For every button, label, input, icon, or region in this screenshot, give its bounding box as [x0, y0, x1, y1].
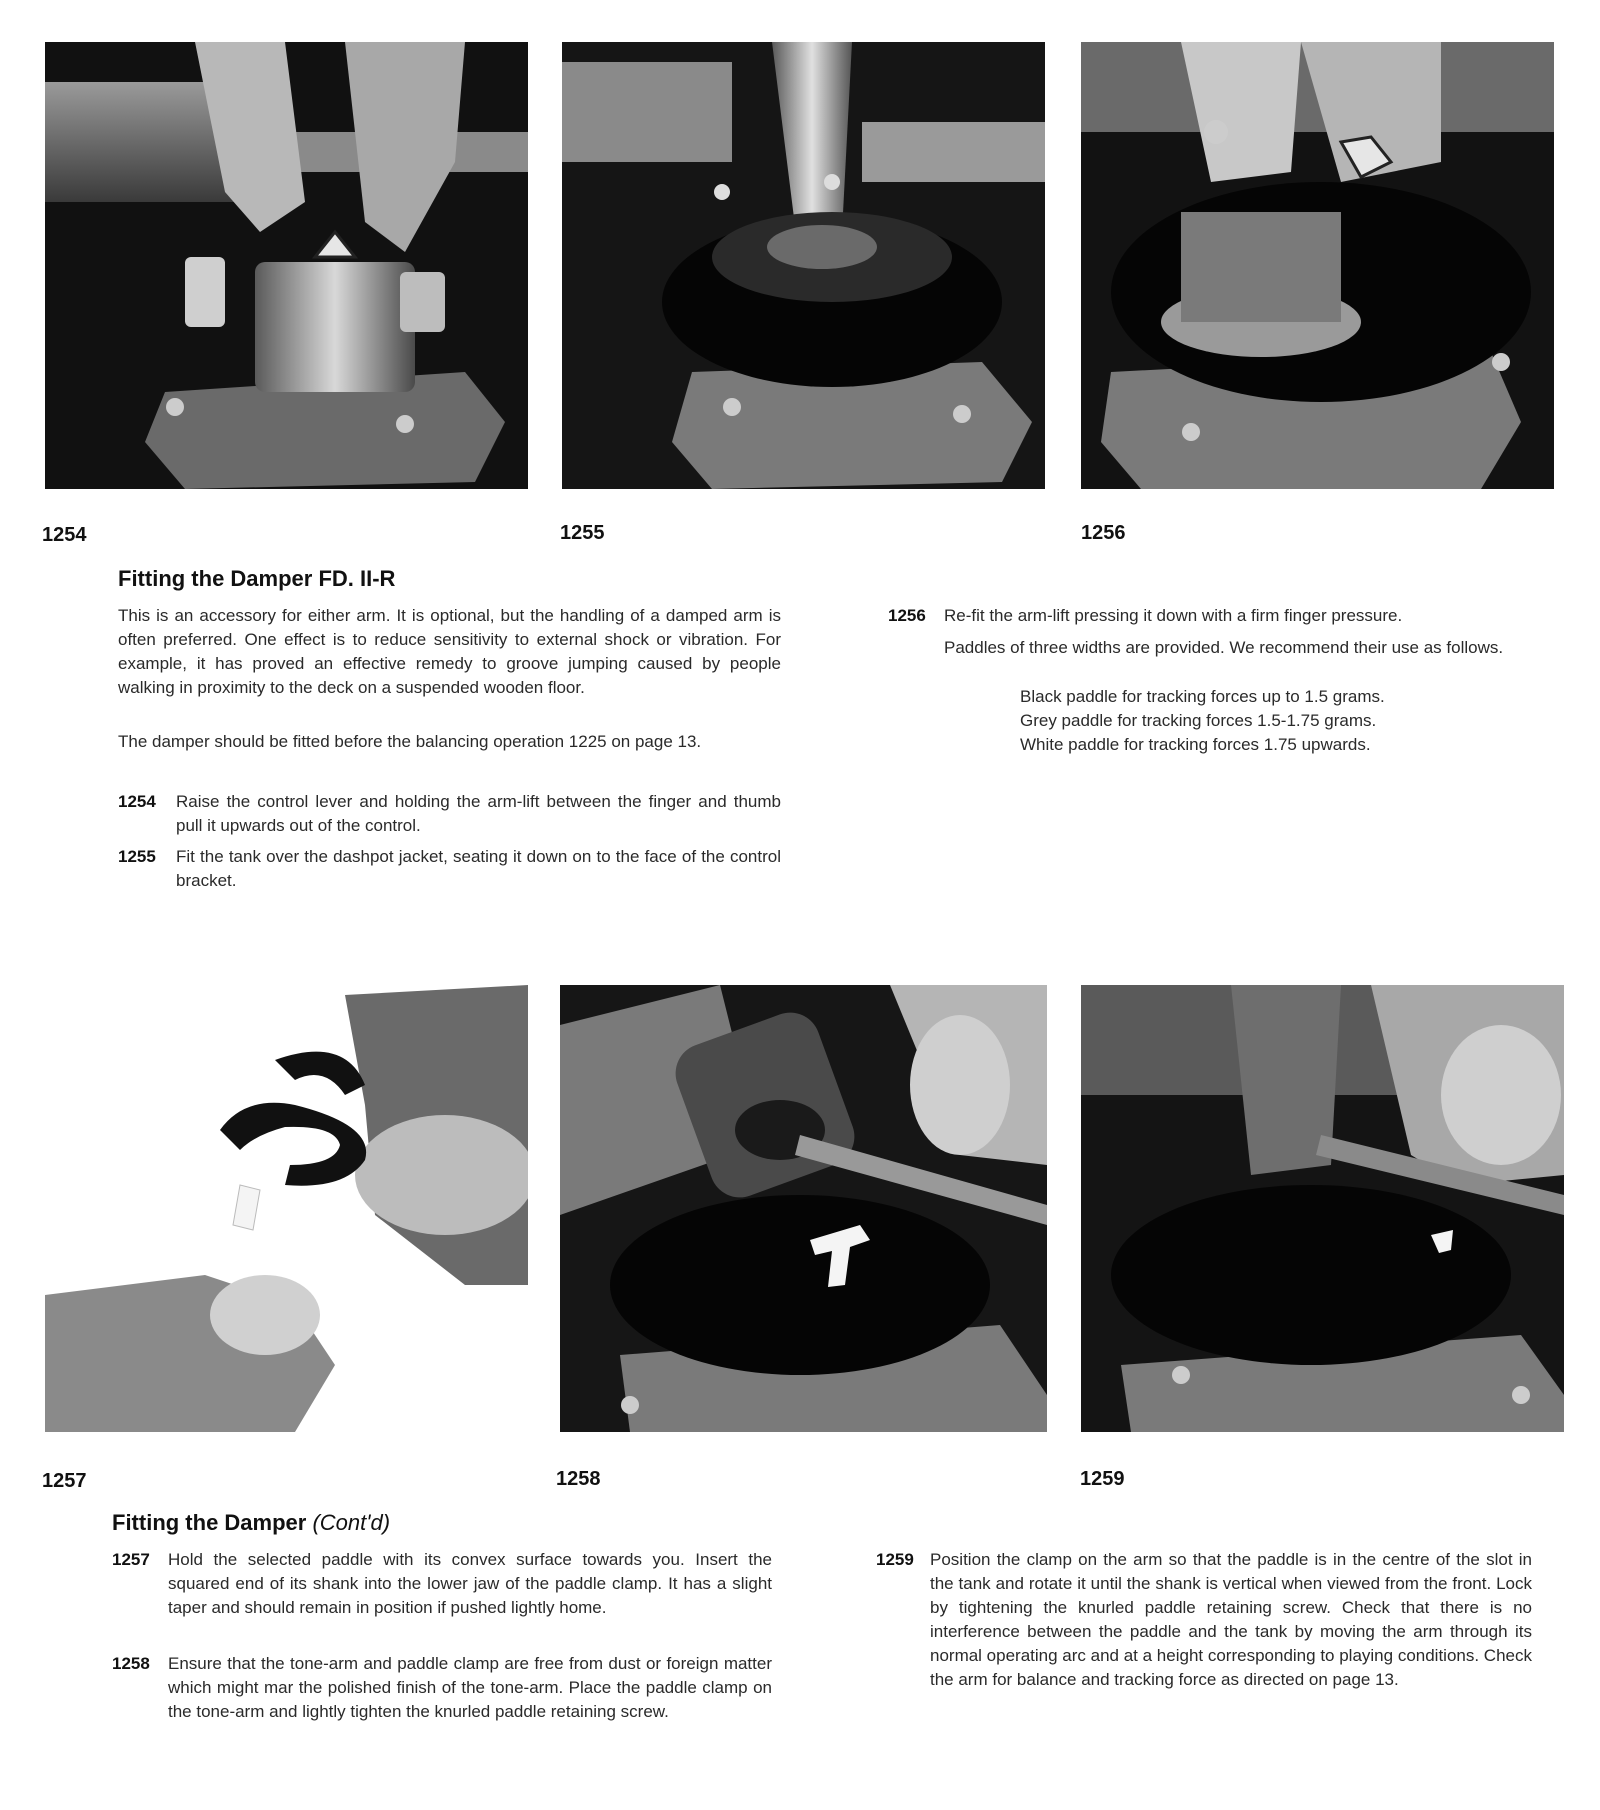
- photo-1259-position-clamp: [1081, 985, 1564, 1432]
- figure-number-1257: 1257: [42, 1470, 87, 1492]
- step-text: Hold the selected paddle with its convex surface towards you. Insert the squared end of its shank into the lower jaw of the paddle clamp. It has a slight taper and should remain in position if pushed lightly home.: [168, 1550, 772, 1617]
- paddle-black-line: Black paddle for tracking forces up to 1.5 grams.: [1020, 687, 1385, 706]
- figure-number-1258: 1258: [556, 1468, 601, 1490]
- step-1255: [118, 845, 781, 893]
- photo-1254-raise-arm-lift: [45, 42, 528, 489]
- step-text: Fit the tank over the dashpot jacket, seating it down on to the face of the control bracket.: [176, 847, 781, 890]
- section-title-contd: (Cont'd): [312, 1510, 391, 1535]
- step-text: Re-fit the arm-lift pressing it down with a firm finger pressure.: [944, 606, 1403, 625]
- step-number: 1256: [888, 606, 926, 625]
- photo-1258-place-clamp: [560, 985, 1047, 1432]
- paddle-grey-line: Grey paddle for tracking forces 1.5-1.75 grams.: [1020, 711, 1377, 730]
- paddles-intro-paragraph: Paddles of three widths are provided. We recommend their use as follows.: [944, 638, 1504, 657]
- step-1258: [112, 1652, 772, 1724]
- section-title-fitting-damper: Fitting the Damper FD. II-R: [118, 566, 396, 591]
- figure-number-1256: 1256: [1081, 522, 1126, 544]
- balancing-note-paragraph: The damper should be fitted before the balancing operation 1225 on page 13.: [118, 732, 702, 751]
- step-1256: [888, 604, 1548, 628]
- figure-number-1255: 1255: [560, 522, 605, 544]
- step-1259: [876, 1548, 1532, 1692]
- photo-1256-refit-arm-lift: [1081, 42, 1554, 489]
- step-number: 1259: [876, 1550, 914, 1569]
- step-text: Raise the control lever and holding the arm-lift between the finger and thumb pull it upwards out of the control.: [176, 792, 781, 835]
- step-1257: [112, 1548, 772, 1620]
- figure-number-1254: 1254: [42, 524, 87, 546]
- step-number: 1258: [112, 1654, 150, 1673]
- step-number: 1255: [118, 847, 156, 866]
- step-text: Position the clamp on the arm so that the paddle is in the centre of the slot in the tank and rotate it until the shank is vertical when viewed from the front. Lock by tightening the knurled paddle retaining screw. Check that there is no interference between the paddle and the tank by moving the arm through its normal operating arc and at a height corresponding to playing conditions. Check the arm for balance and tracking force as directed on page 13.: [930, 1550, 1532, 1689]
- step-number: 1257: [112, 1550, 150, 1569]
- step-number: 1254: [118, 792, 156, 811]
- section-intro-paragraph: This is an accessory for either arm. It is optional, but the handling of a damped arm is often preferred. One effect is to reduce sensitivity to external shock or vibration. For example, it has proved an effective remedy to groove jumping caused by people walking in proximity to the deck on a suspended wooden floor.: [118, 606, 781, 697]
- photo-1255-fit-tank: [562, 42, 1045, 489]
- section-title-fitting-damper-contd: [112, 1510, 390, 1536]
- step-1254: [118, 790, 781, 838]
- section-title-text: Fitting the Damper: [112, 1510, 307, 1535]
- paddle-white-line: White paddle for tracking forces 1.75 upwards.: [1020, 735, 1371, 754]
- figure-number-1259: 1259: [1080, 1468, 1125, 1490]
- step-text: Ensure that the tone-arm and paddle clamp are free from dust or foreign matter which might mar the polished finish of the tone-arm. Place the paddle clamp on the tone-arm and lightly tighten the knurled paddle retaining screw.: [168, 1654, 772, 1721]
- photo-1257-hold-paddle: [45, 985, 528, 1432]
